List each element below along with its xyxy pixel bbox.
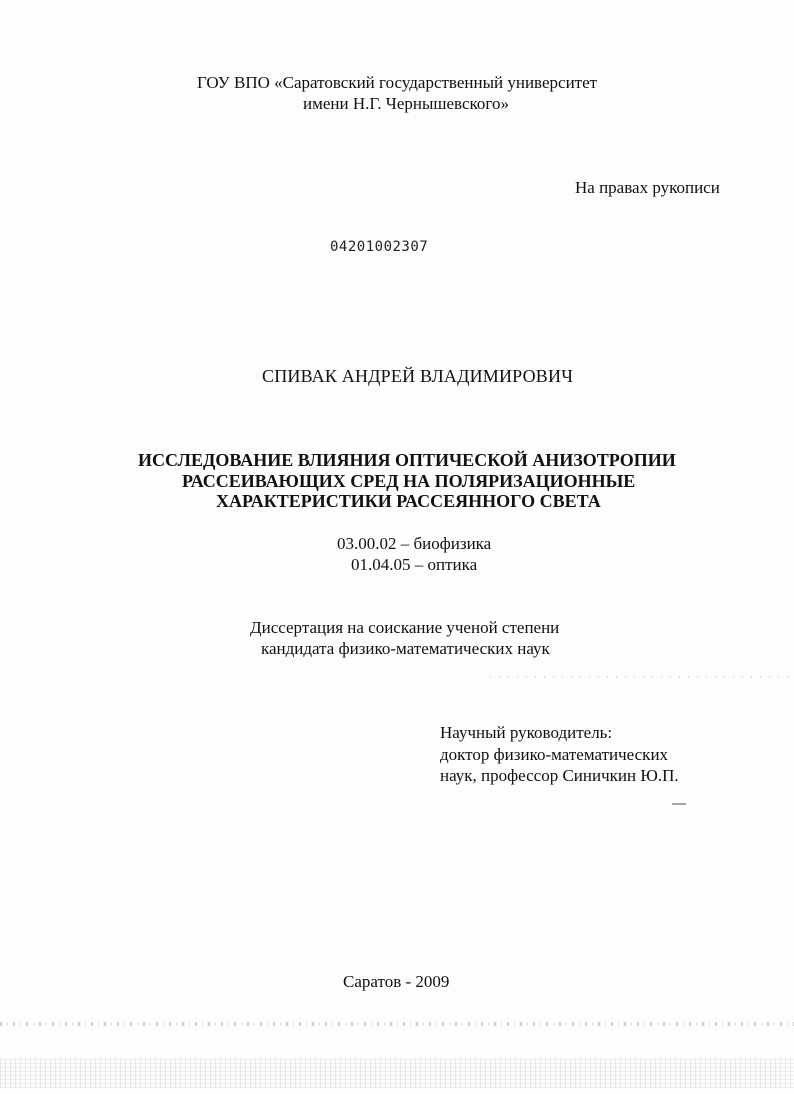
organization-line-1: ГОУ ВПО «Саратовский государственный университет	[197, 73, 598, 92]
supervisor-line-2: доктор физико-математических	[440, 745, 669, 764]
scan-noise-band	[0, 1022, 794, 1026]
dissertation-line-1: Диссертация на соискание ученой степени	[250, 618, 560, 637]
author-name: СПИВАК АНДРЕЙ ВЛАДИМИРОВИЧ	[262, 366, 574, 386]
specialty-line-2: 01.04.05 – оптика	[351, 555, 478, 574]
scan-mark	[672, 803, 686, 805]
scan-noise-footer	[0, 1058, 794, 1088]
title-line-2: РАССЕИВАЮЩИХ СРЕД НА ПОЛЯРИЗАЦИОННЫЕ	[182, 471, 636, 491]
specialty-line-1: 03.00.02 – биофизика	[337, 534, 492, 553]
supervisor-line-3: наук, профессор Синичкин Ю.П.	[440, 766, 679, 785]
organization-line-2: имени Н.Г. Чернышевского»	[303, 94, 509, 113]
title-line-1: ИССЛЕДОВАНИЕ ВЛИЯНИЯ ОПТИЧЕСКОЙ АНИЗОТРОПИИ	[138, 450, 676, 470]
title-line-3: ХАРАКТЕРИСТИКИ РАССЕЯННОГО СВЕТА	[216, 491, 601, 511]
scan-dots	[490, 676, 794, 678]
catalog-code: 04201002307	[330, 239, 429, 255]
dissertation-line-2: кандидата физико-математических наук	[261, 639, 550, 658]
city-year: Саратов - 2009	[343, 972, 450, 991]
rights-notice: На правах рукописи	[575, 178, 720, 197]
supervisor-line-1: Научный руководитель:	[440, 723, 613, 742]
